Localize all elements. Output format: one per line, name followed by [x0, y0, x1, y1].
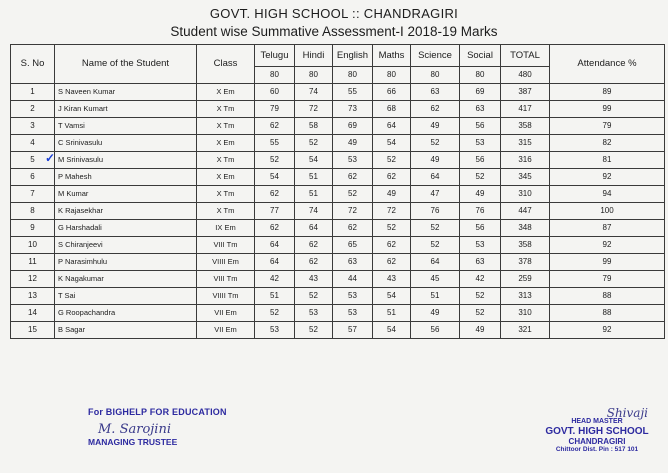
cell-class: X Em — [197, 84, 255, 101]
col-header-name: Name of the Student — [55, 45, 197, 84]
cell-name: ✓ M Srinivasulu — [55, 152, 197, 169]
cell-english: 53 — [333, 288, 373, 305]
cell-science: 52 — [411, 135, 460, 152]
cell-social: 49 — [460, 186, 501, 203]
cell-maths: 52 — [373, 220, 411, 237]
cell-social: 53 — [460, 135, 501, 152]
cell-name: C Srinivasulu — [55, 135, 197, 152]
cell-name: G Roopachandra — [55, 305, 197, 322]
cell-science: 52 — [411, 220, 460, 237]
cell-telugu: 62 — [255, 186, 295, 203]
cell-class: VII Em — [197, 322, 255, 339]
cell-maths: 54 — [373, 322, 411, 339]
cell-social: 52 — [460, 169, 501, 186]
cell-class: X Em — [197, 135, 255, 152]
max-total: 480 — [501, 67, 550, 84]
cell-science: 63 — [411, 84, 460, 101]
cell-english: 49 — [333, 135, 373, 152]
cell-hindi: 54 — [295, 152, 333, 169]
cell-science: 64 — [411, 254, 460, 271]
cell-hindi: 51 — [295, 169, 333, 186]
cell-class: VIII Tm — [197, 237, 255, 254]
cell-sno: 11 — [11, 254, 55, 271]
cell-science: 49 — [411, 152, 460, 169]
table-row — [11, 118, 665, 135]
table-row — [11, 203, 665, 220]
cell-english: 63 — [333, 254, 373, 271]
cell-telugu: 77 — [255, 203, 295, 220]
cell-class: X Tm — [197, 186, 255, 203]
cell-sno: 7 — [11, 186, 55, 203]
cell-telugu: 52 — [255, 152, 295, 169]
col-header-science: Science — [411, 45, 460, 67]
col-header-total: TOTAL — [501, 45, 550, 67]
cell-attendance: 87 — [550, 220, 665, 237]
cell-english: 72 — [333, 203, 373, 220]
cell-name: K Rajasekhar — [55, 203, 197, 220]
cell-english: 73 — [333, 101, 373, 118]
cell-telugu: 51 — [255, 288, 295, 305]
cell-maths: 72 — [373, 203, 411, 220]
cell-hindi: 52 — [295, 322, 333, 339]
cell-sno: 9 — [11, 220, 55, 237]
cell-name: M Kumar — [55, 186, 197, 203]
cell-name: G Harshadali — [55, 220, 197, 237]
cell-maths: 62 — [373, 237, 411, 254]
cell-total: 315 — [501, 135, 550, 152]
max-social: 80 — [460, 67, 501, 84]
cell-class: X Tm — [197, 203, 255, 220]
school-name: GOVT. HIGH SCHOOL :: CHANDRAGIRI — [209, 6, 459, 21]
cell-total: 358 — [501, 118, 550, 135]
cell-hindi: 74 — [295, 203, 333, 220]
cell-social: 52 — [460, 288, 501, 305]
cell-total: 345 — [501, 169, 550, 186]
cell-hindi: 64 — [295, 220, 333, 237]
cell-class: VII Em — [197, 305, 255, 322]
cell-total: 321 — [501, 322, 550, 339]
marks-table — [10, 44, 665, 339]
table-row — [11, 322, 665, 339]
cell-hindi: 72 — [295, 101, 333, 118]
cell-science: 49 — [411, 118, 460, 135]
cell-attendance: 99 — [550, 254, 665, 271]
cell-class: X Tm — [197, 152, 255, 169]
cell-telugu: 42 — [255, 271, 295, 288]
cell-name: T Vamsi — [55, 118, 197, 135]
headmaster-signature: Shivaji — [606, 406, 648, 420]
cell-attendance: 92 — [550, 322, 665, 339]
cell-maths: 43 — [373, 271, 411, 288]
cell-maths: 51 — [373, 305, 411, 322]
table-row — [11, 288, 665, 305]
cell-total: 378 — [501, 254, 550, 271]
cell-english: 53 — [333, 152, 373, 169]
col-header-english: English — [333, 45, 373, 67]
cell-total: 387 — [501, 84, 550, 101]
cell-social: 56 — [460, 118, 501, 135]
page-title: Student wise Summative Assessment-I 2018-19 Marks — [170, 24, 498, 39]
cell-hindi: 51 — [295, 186, 333, 203]
cell-attendance: 89 — [550, 84, 665, 101]
cell-science: 64 — [411, 169, 460, 186]
cell-social: 63 — [460, 101, 501, 118]
cell-sno: 8 — [11, 203, 55, 220]
cell-hindi: 62 — [295, 237, 333, 254]
cell-sno: 15 — [11, 322, 55, 339]
cell-english: 69 — [333, 118, 373, 135]
cell-total: 310 — [501, 186, 550, 203]
cell-sno: 14 — [11, 305, 55, 322]
cell-science: 62 — [411, 101, 460, 118]
cell-social: 42 — [460, 271, 501, 288]
cell-telugu: 60 — [255, 84, 295, 101]
cell-total: 447 — [501, 203, 550, 220]
cell-name: K Nagakumar — [55, 271, 197, 288]
cell-attendance: 100 — [550, 203, 665, 220]
headmaster-stamp — [528, 408, 666, 454]
cell-english: 65 — [333, 237, 373, 254]
cell-maths: 49 — [373, 186, 411, 203]
cell-total: 313 — [501, 288, 550, 305]
table-row — [11, 305, 665, 322]
stamp-line-4: Chittoor Dist. Pin : 517 101 — [555, 446, 639, 453]
table-row — [11, 84, 665, 101]
cell-name: S Chiranjeevi — [55, 237, 197, 254]
cell-attendance: 99 — [550, 101, 665, 118]
cell-class: X Tm — [197, 101, 255, 118]
cell-english: 44 — [333, 271, 373, 288]
table-row — [11, 152, 665, 169]
cell-english: 53 — [333, 305, 373, 322]
cell-hindi: 52 — [295, 288, 333, 305]
cell-hindi: 52 — [295, 135, 333, 152]
cell-total: 316 — [501, 152, 550, 169]
max-science: 80 — [411, 67, 460, 84]
cell-attendance: 92 — [550, 169, 665, 186]
cell-sno: 2 — [11, 101, 55, 118]
cell-social: 69 — [460, 84, 501, 101]
cell-class: VIIII Em — [197, 254, 255, 271]
col-header-social: Social — [460, 45, 501, 67]
cell-telugu: 62 — [255, 118, 295, 135]
cell-social: 49 — [460, 322, 501, 339]
cell-total: 348 — [501, 220, 550, 237]
cell-sno: 3 — [11, 118, 55, 135]
stamp-line-3: CHANDRAGIRI — [568, 437, 626, 446]
cell-name: P Narasimhulu — [55, 254, 197, 271]
cell-name: S Naveen Kumar — [55, 84, 197, 101]
cell-attendance: 94 — [550, 186, 665, 203]
cell-science: 49 — [411, 305, 460, 322]
table-row — [11, 135, 665, 152]
sponsor-org: For BIGHELP FOR EDUCATION — [88, 407, 227, 417]
cell-sno: 6 — [11, 169, 55, 186]
col-header-hindi: Hindi — [295, 45, 333, 67]
cell-science: 51 — [411, 288, 460, 305]
cell-social: 63 — [460, 254, 501, 271]
cell-hindi: 74 — [295, 84, 333, 101]
header-row — [11, 45, 665, 67]
cell-hindi: 53 — [295, 305, 333, 322]
table-row — [11, 237, 665, 254]
cell-class: VIII Tm — [197, 271, 255, 288]
cell-attendance: 81 — [550, 152, 665, 169]
cell-total: 259 — [501, 271, 550, 288]
max-maths: 80 — [373, 67, 411, 84]
cell-sno: 10 — [11, 237, 55, 254]
cell-social: 56 — [460, 152, 501, 169]
cell-class: X Tm — [197, 118, 255, 135]
col-header-attendance: Attendance % — [550, 45, 665, 84]
cell-english: 55 — [333, 84, 373, 101]
cell-name: P Mahesh — [55, 169, 197, 186]
cell-maths: 64 — [373, 118, 411, 135]
trustee-signature: M. Sarojini — [98, 422, 171, 437]
col-header-maths: Maths — [373, 45, 411, 67]
col-header-sno: S. No — [11, 45, 55, 84]
cell-telugu: 52 — [255, 305, 295, 322]
col-header-class: Class — [197, 45, 255, 84]
cell-maths: 68 — [373, 101, 411, 118]
cell-science: 76 — [411, 203, 460, 220]
cell-attendance: 79 — [550, 271, 665, 288]
cell-telugu: 79 — [255, 101, 295, 118]
table-row — [11, 169, 665, 186]
table-row — [11, 186, 665, 203]
cell-telugu: 55 — [255, 135, 295, 152]
cell-sno: 13 — [11, 288, 55, 305]
cell-science: 56 — [411, 322, 460, 339]
table-row — [11, 254, 665, 271]
cell-attendance: 82 — [550, 135, 665, 152]
cell-class: VIIII Tm — [197, 288, 255, 305]
cell-maths: 62 — [373, 169, 411, 186]
cell-social: 52 — [460, 305, 501, 322]
cell-attendance: 88 — [550, 305, 665, 322]
max-english: 80 — [333, 67, 373, 84]
cell-name: J Kiran Kumart — [55, 101, 197, 118]
cell-attendance: 88 — [550, 288, 665, 305]
cell-hindi: 58 — [295, 118, 333, 135]
max-hindi: 80 — [295, 67, 333, 84]
table-row — [11, 220, 665, 237]
cell-social: 76 — [460, 203, 501, 220]
cell-sno: 1 — [11, 84, 55, 101]
cell-science: 45 — [411, 271, 460, 288]
cell-sno: 12 — [11, 271, 55, 288]
cell-attendance: 92 — [550, 237, 665, 254]
table-row — [11, 101, 665, 118]
cell-sno: 5 — [11, 152, 55, 169]
table-row — [11, 271, 665, 288]
cell-social: 53 — [460, 237, 501, 254]
cell-social: 56 — [460, 220, 501, 237]
max-telugu: 80 — [255, 67, 295, 84]
cell-english: 62 — [333, 169, 373, 186]
cell-maths: 54 — [373, 288, 411, 305]
cell-class: IX Em — [197, 220, 255, 237]
cell-science: 47 — [411, 186, 460, 203]
check-mark-icon: ✓ — [45, 151, 56, 165]
cell-telugu: 64 — [255, 254, 295, 271]
cell-english: 62 — [333, 220, 373, 237]
cell-hindi: 43 — [295, 271, 333, 288]
cell-maths: 54 — [373, 135, 411, 152]
cell-maths: 52 — [373, 152, 411, 169]
cell-telugu: 62 — [255, 220, 295, 237]
cell-science: 52 — [411, 237, 460, 254]
cell-maths: 66 — [373, 84, 411, 101]
cell-sno: 4 — [11, 135, 55, 152]
cell-telugu: 64 — [255, 237, 295, 254]
cell-telugu: 53 — [255, 322, 295, 339]
cell-english: 52 — [333, 186, 373, 203]
trustee-title: MANAGING TRUSTEE — [88, 437, 178, 447]
cell-maths: 62 — [373, 254, 411, 271]
cell-attendance: 79 — [550, 118, 665, 135]
cell-hindi: 62 — [295, 254, 333, 271]
stamp-line-1: HEAD MASTER — [571, 418, 623, 425]
cell-class: X Em — [197, 169, 255, 186]
cell-total: 417 — [501, 101, 550, 118]
cell-telugu: 54 — [255, 169, 295, 186]
sponsor-block — [88, 407, 288, 447]
col-header-telugu: Telugu — [255, 45, 295, 67]
cell-name: B Sagar — [55, 322, 197, 339]
stamp-line-2: GOVT. HIGH SCHOOL — [545, 426, 649, 437]
cell-total: 310 — [501, 305, 550, 322]
cell-name: T Sai — [55, 288, 197, 305]
cell-english: 57 — [333, 322, 373, 339]
cell-total: 358 — [501, 237, 550, 254]
